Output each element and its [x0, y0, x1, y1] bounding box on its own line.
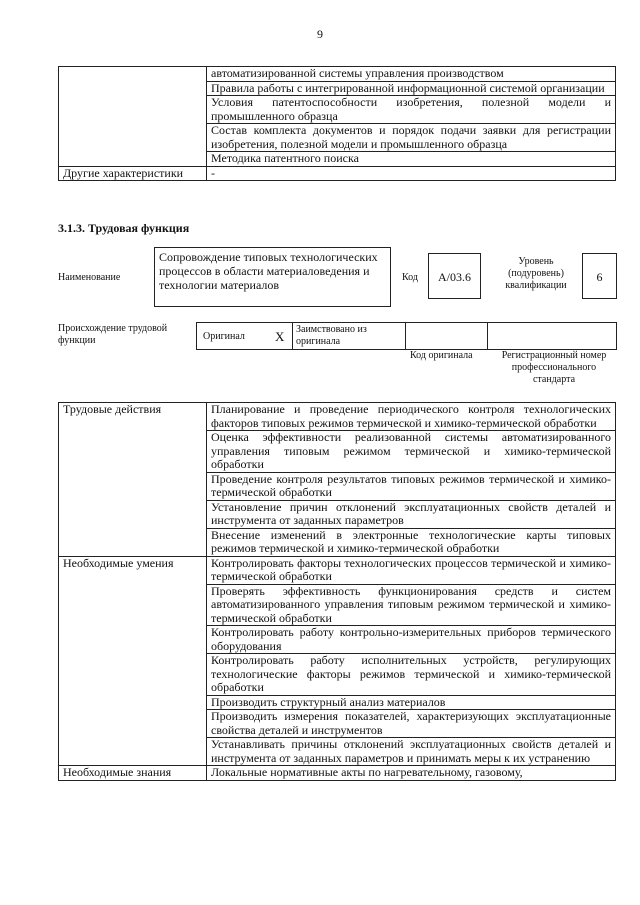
table-cell: Планирование и проведение периодического контроля технологических факторов типовых режимов термической и химико-термической обработки: [207, 403, 616, 431]
original-code-caption: Код оригинала: [410, 350, 473, 361]
row-label: [59, 67, 207, 167]
level-label: Уровень (подуровень) квалификации: [505, 256, 567, 291]
original-label: Оригинал: [203, 331, 245, 342]
table-cell: Контролировать работу контрольно-измерительных приборов термического оборудования: [207, 626, 616, 654]
code-label: Код: [402, 272, 418, 283]
top-table: [58, 66, 616, 181]
table-cell: Проверять эффективность функционирования средств и систем автоматизированного управления типовым режимом термической и химико-термической обработки: [207, 584, 616, 626]
table-cell: -: [207, 166, 616, 181]
original-box: [196, 322, 293, 350]
table-cell: Контролировать факторы технологических процессов термической и химико-термической обработки: [207, 556, 616, 584]
level-value-box: 6: [582, 253, 617, 299]
table-cell: Оценка эффективности реализованной системы автоматизированного управления типовым режимом термической и химико-термической обработки: [207, 431, 616, 473]
name-label: Наименование: [58, 272, 121, 283]
section-label: Необходимые знания: [59, 766, 207, 781]
section-label: Необходимые умения: [59, 556, 207, 766]
function-code-box: А/03.6: [428, 253, 481, 299]
table-cell: Контролировать работу исполнительных устройств, регулирующих технологические факторы режимов термической и химико-термической обработки: [207, 654, 616, 696]
borrowed-box: Заимствовано из оригинала: [292, 322, 406, 350]
original-mark: X: [275, 329, 285, 344]
table-cell: Состав комплекта документов и порядок подачи заявки для регистрации изобретения, полезной модели и промышленного образца: [207, 124, 616, 152]
table-cell: автоматизированной системы управления производством: [207, 67, 616, 82]
page-number: 9: [317, 27, 323, 41]
table-cell: Производить измерения показателей, характеризующих эксплуатационные свойства деталей и инструментов: [207, 710, 616, 738]
table-cell: Устанавливать причины отклонений эксплуатационных свойств деталей и инструмента от заданных параметров и принимать меры к их устранению: [207, 738, 616, 766]
table-cell: Локальные нормативные акты по нагревательному, газовому,: [207, 766, 616, 781]
origin-label: Происхождение трудовой функции: [58, 323, 168, 346]
section-title: 3.1.3. Трудовая функция: [58, 221, 190, 235]
table-cell: Внесение изменений в электронные технологические карты типовых режимов термической и химико-термической обработки: [207, 528, 616, 556]
table-cell: Проведение контроля результатов типовых режимов термической и химико-термической обработки: [207, 472, 616, 500]
main-table: [58, 402, 616, 781]
table-cell: Производить структурный анализ материалов: [207, 695, 616, 710]
registration-caption: Регистрационный номер профессионального стандарта: [501, 350, 607, 385]
section-label: Трудовые действия: [59, 403, 207, 557]
row-label: Другие характеристики: [59, 166, 207, 181]
table-cell: Установление причин отклонений эксплуатационных свойств деталей и инструмента от заданных параметров: [207, 500, 616, 528]
registration-number-box: [487, 322, 617, 350]
table-cell: Методика патентного поиска: [207, 152, 616, 167]
original-code-box: [405, 322, 488, 350]
table-cell: Условия патентоспособности изобретения, полезной модели и промышленного образца: [207, 96, 616, 124]
function-name-box: Сопровождение типовых технологических процессов в области материаловедения и технологии материалов: [154, 247, 391, 307]
table-cell: Правила работы с интегрированной информационной системой организации: [207, 81, 616, 96]
